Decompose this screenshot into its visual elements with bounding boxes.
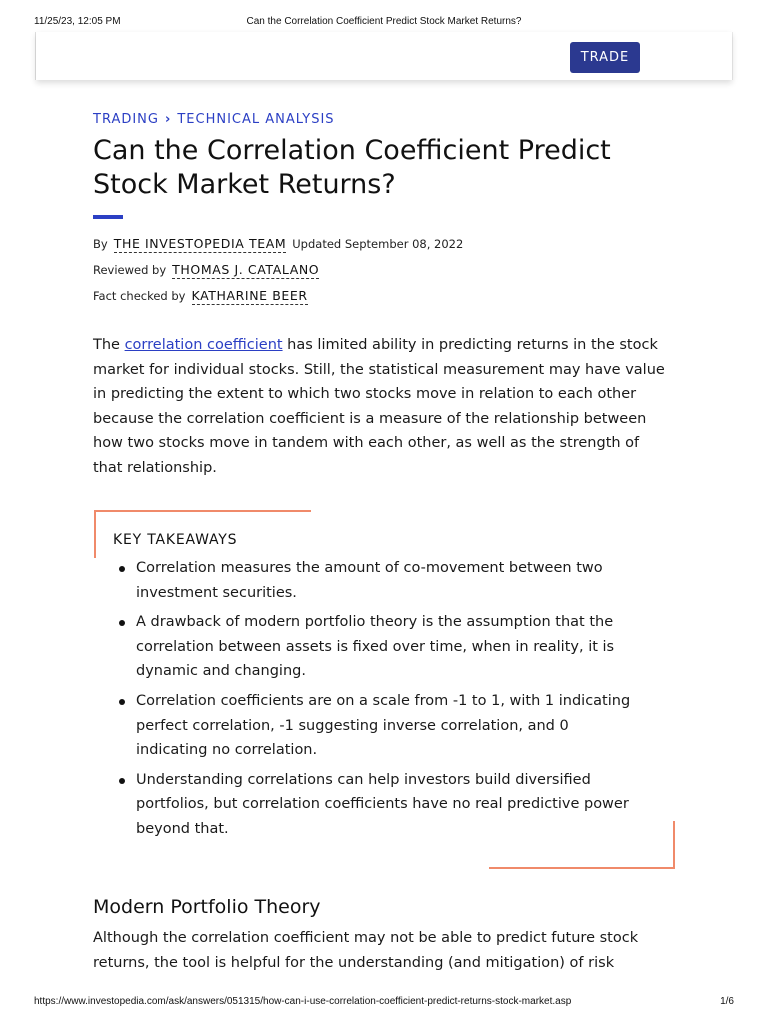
bullet-icon xyxy=(119,620,125,626)
takeaways-border-left xyxy=(94,510,96,558)
fact-checked-by-label: Fact checked by xyxy=(93,289,186,303)
byline-factcheck-row xyxy=(93,288,308,308)
updated-date: Updated September 08, 2022 xyxy=(292,237,464,251)
print-footer xyxy=(34,996,734,1010)
takeaway-text: Understanding correlations can help investors build diversified portfolios, but correlation coefficients have no real predictive power beyond that. xyxy=(136,771,629,837)
takeaway-text: Correlation measures the amount of co-movement between two investment securities. xyxy=(136,560,603,601)
takeaways-border-top xyxy=(94,510,311,512)
section-heading: Modern Portfolio Theory xyxy=(93,896,321,918)
takeaway-text: Correlation coefficients are on a scale from -1 to 1, with 1 indicating perfect correlation, -1 suggesting inverse correlation, and 0 indicating no correlation. xyxy=(136,692,631,759)
correlation-coefficient-link[interactable]: correlation coefficient xyxy=(124,337,283,353)
intro-suffix: has limited ability in predicting returns in the stock market for individual stocks. Still, the statistical measurement may have value in predicting the extent to which two stocks move in relation to each other because the correlation coefficient is a measure of the relationship between how two stocks move in tandem with each other, as well as the strength of that relationship. xyxy=(93,337,665,476)
print-header xyxy=(34,16,734,30)
section-paragraph: Although the correlation coefficient may not be able to predict future stock returns, the tool is helpful for the understanding (and mitigation) of risk xyxy=(93,930,639,971)
by-label: By xyxy=(93,237,108,251)
print-timestamp: 11/25/23, 12:05 PM xyxy=(34,16,121,27)
intro-paragraph xyxy=(93,333,673,481)
breadcrumb-trading-link[interactable]: TRADING xyxy=(93,111,159,127)
site-header xyxy=(36,32,732,80)
breadcrumb-technical-analysis-link[interactable]: TECHNICAL ANALYSIS xyxy=(177,111,335,127)
intro-prefix: The xyxy=(93,337,125,353)
bullet-icon xyxy=(119,778,125,784)
bullet-icon xyxy=(119,566,125,572)
page-number: 1/6 xyxy=(720,996,734,1007)
key-takeaways-list xyxy=(113,556,633,847)
byline-author-row xyxy=(93,236,463,256)
byline-reviewer-row xyxy=(93,262,319,282)
takeaways-border-right xyxy=(673,821,675,869)
print-document-title: Can the Correlation Coefficient Predict Stock Market Returns? xyxy=(246,16,522,27)
takeaways-border-bottom xyxy=(489,867,675,869)
chevron-right-icon: › xyxy=(164,111,172,127)
takeaway-text: A drawback of modern portfolio theory is the assumption that the correlation between assets is fixed over time, when in reality, it is dynamic and changing. xyxy=(136,614,615,680)
trade-button[interactable]: TRADE xyxy=(570,42,640,73)
key-takeaways-title: KEY TAKEAWAYS xyxy=(113,532,238,548)
reviewer-link[interactable]: THOMAS J. CATALANO xyxy=(172,262,320,277)
list-item xyxy=(113,556,633,605)
print-url: https://www.investopedia.com/ask/answers/051315/how-can-i-use-correlation-coefficient-predict-returns-stock-market.asp xyxy=(34,996,572,1007)
list-item xyxy=(113,610,633,684)
page-title: Can the Correlation Coefficient Predict Stock Market Returns? xyxy=(93,135,611,200)
reviewed-by-label: Reviewed by xyxy=(93,263,167,277)
title-accent-rule xyxy=(93,215,123,219)
factchecker-link[interactable]: KATHARINE BEER xyxy=(191,288,308,303)
bullet-icon xyxy=(119,699,125,705)
list-item xyxy=(113,768,633,842)
author-link[interactable]: THE INVESTOPEDIA TEAM xyxy=(113,236,287,251)
breadcrumb xyxy=(93,110,335,128)
list-item xyxy=(113,689,633,763)
